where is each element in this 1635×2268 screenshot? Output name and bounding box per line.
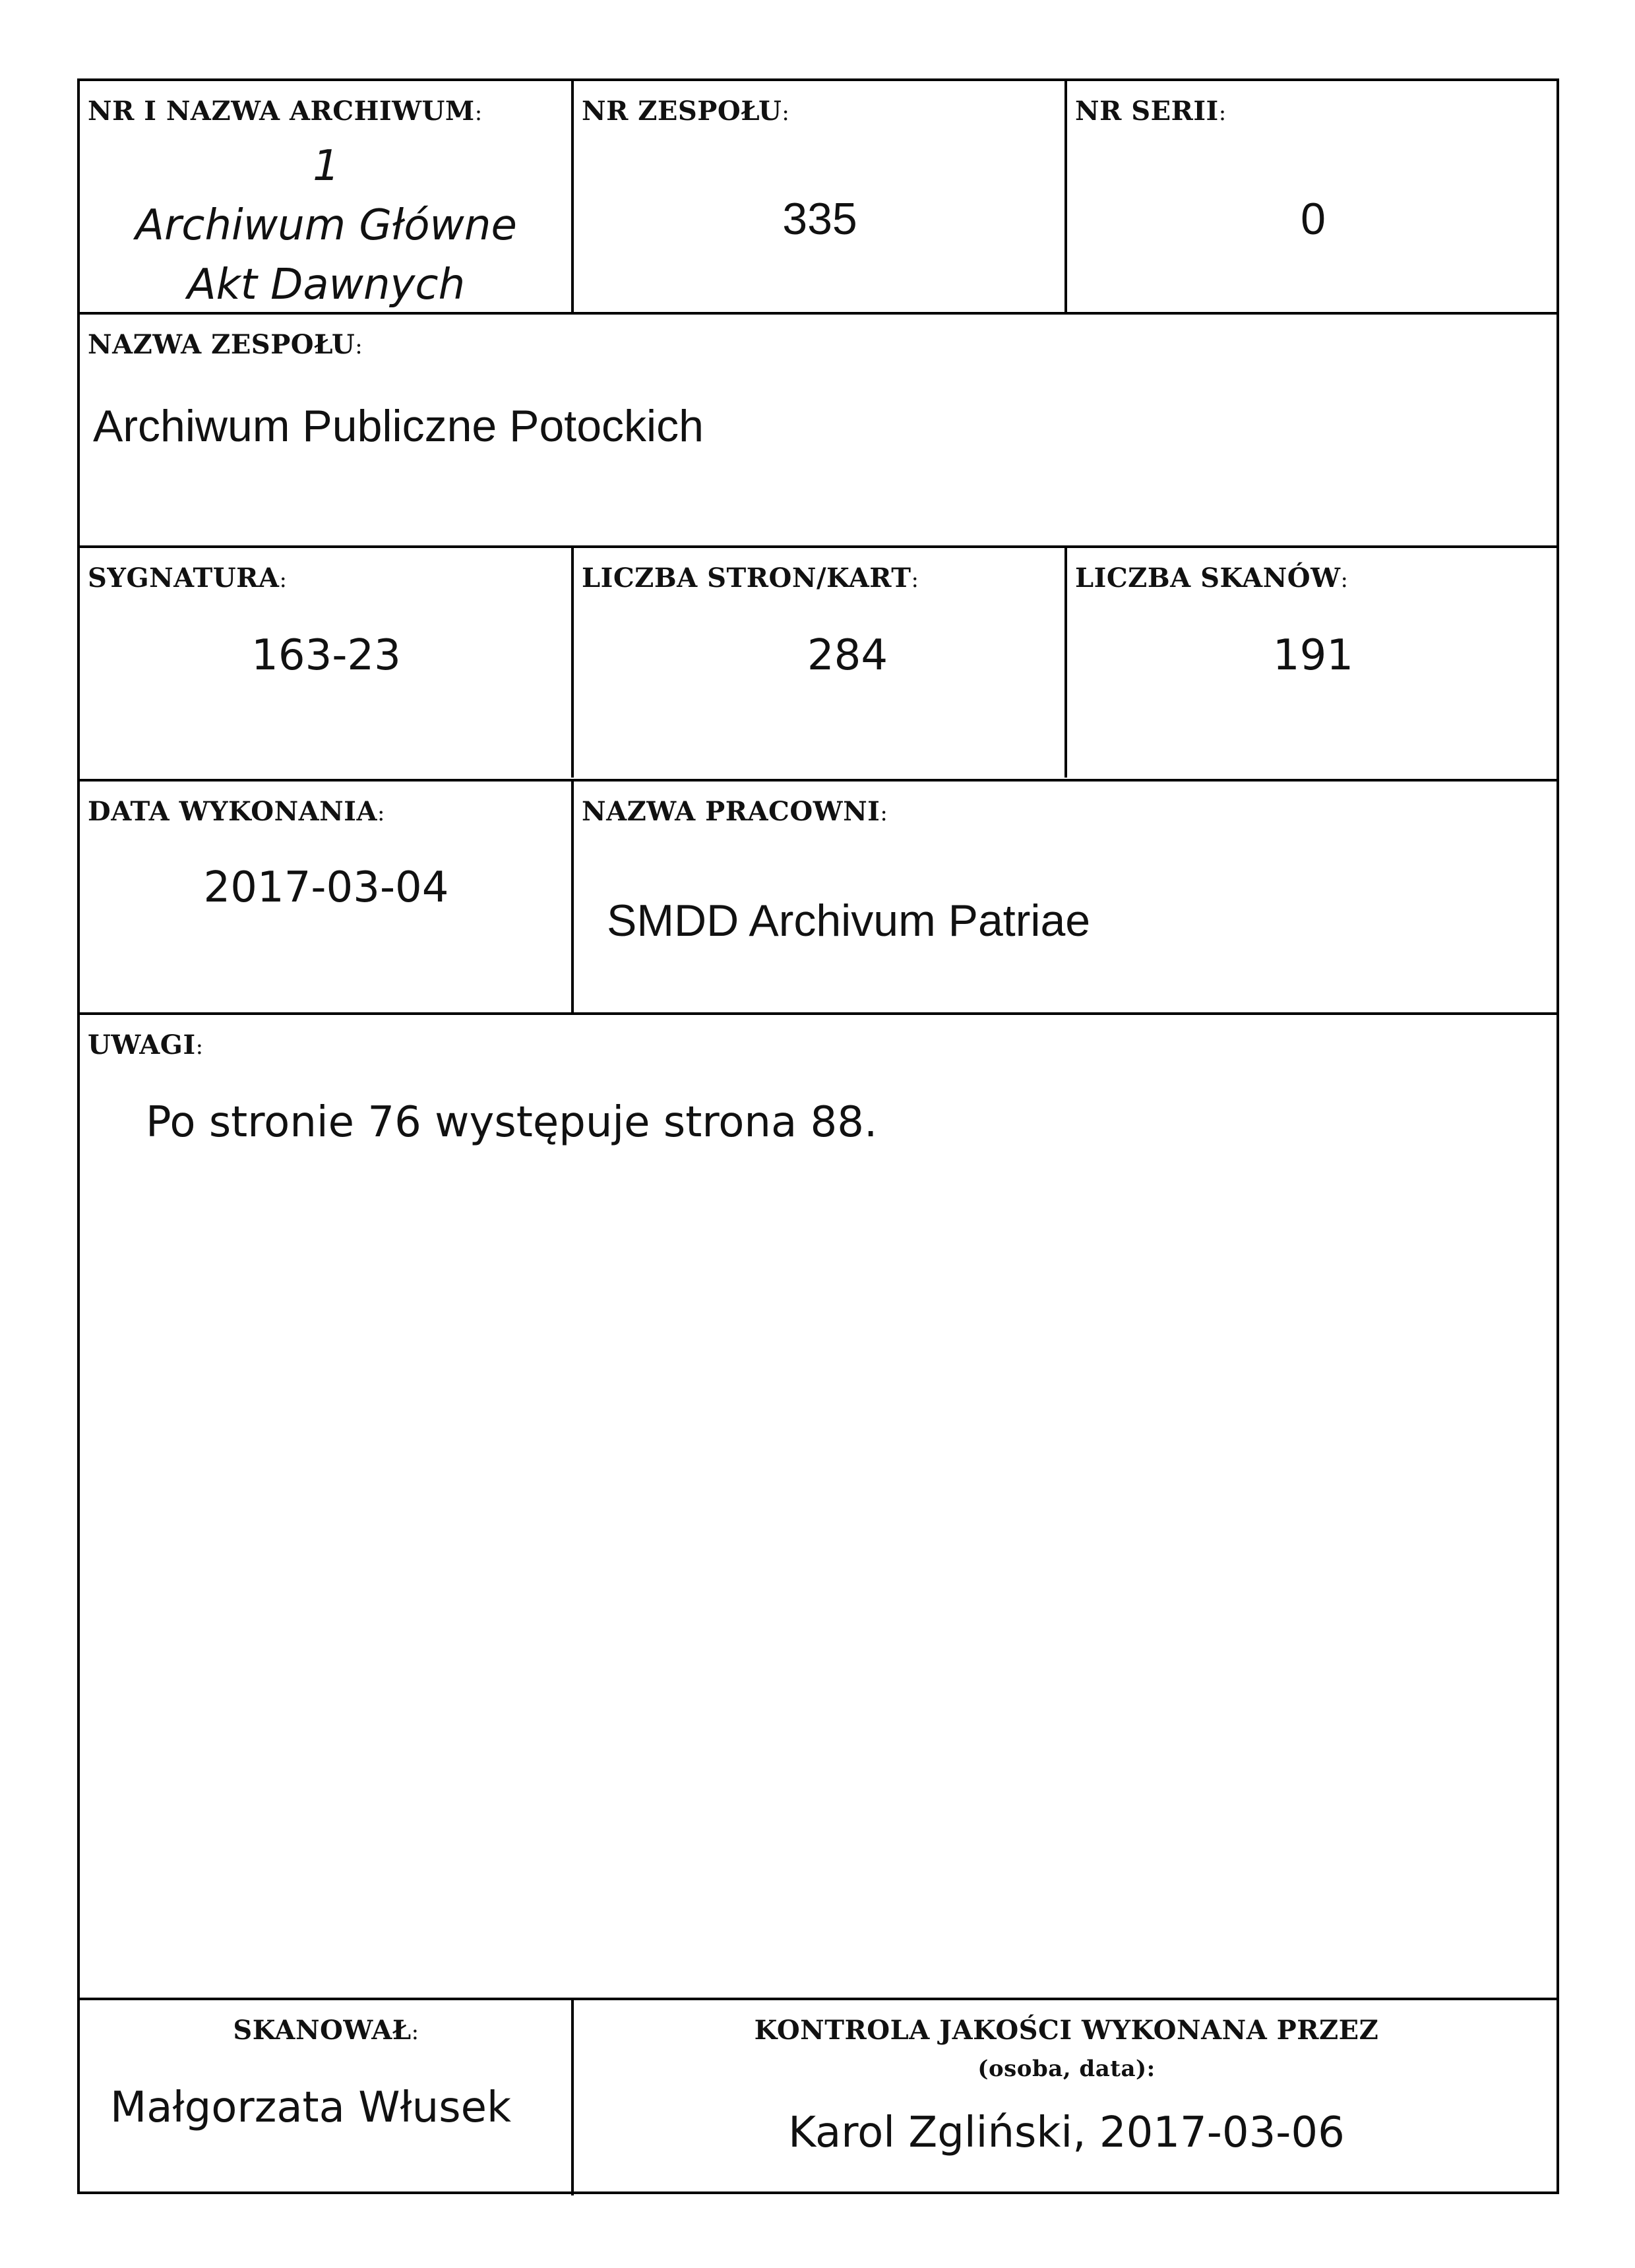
page-count-cell — [574, 548, 1066, 779]
archive-name-line2: Akt Dawnych — [187, 261, 466, 309]
series-number-cell — [1067, 81, 1559, 313]
scan-count-value: 191 — [1272, 631, 1354, 680]
fonds-name-value: Archiwum Publiczne Potockich — [93, 401, 704, 451]
scan-count-cell — [1067, 548, 1559, 779]
quality-control-sublabel: (osoba, data): — [977, 2056, 1156, 2082]
fonds-name-label: NAZWA ZESPOŁU: — [88, 329, 363, 360]
quality-control-value: Karol Zgliński, 2017-03-06 — [788, 2108, 1345, 2157]
fonds-name-cell — [80, 315, 1559, 545]
scan-count-label: LICZBA SKANÓW: — [1075, 563, 1349, 594]
quality-control-label: KONTROLA JAKOŚCI WYKONANA PRZEZ — [754, 2015, 1379, 2046]
signature-cell — [80, 548, 572, 779]
signature-value: 163-23 — [251, 631, 401, 680]
date-done-cell — [80, 782, 572, 1012]
archive-number: 1 — [313, 142, 340, 191]
remarks-value: Po stronie 76 występuje strona 88. — [146, 1098, 878, 1147]
remarks-label: UWAGI: — [88, 1029, 204, 1060]
archive-metadata-form — [77, 78, 1559, 2194]
scanned-by-label: SKANOWAŁ: — [233, 2015, 419, 2046]
workshop-cell — [574, 782, 1559, 1012]
page-count-value: 284 — [807, 631, 888, 680]
remarks-cell — [80, 1015, 1559, 1998]
scanned-by-value: Małgorzata Włusek — [110, 2083, 511, 2132]
archive-value — [80, 137, 572, 315]
archive-label: NR I NAZWA ARCHIWUM: — [88, 96, 483, 127]
date-done-value: 2017-03-04 — [203, 863, 449, 912]
date-done-label: DATA WYKONANIA: — [88, 796, 385, 827]
page-count-label: LICZBA STRON/KART: — [582, 563, 919, 594]
series-number-label: NR SERII: — [1075, 96, 1227, 127]
scanned-by-cell — [80, 2000, 572, 2194]
signature-label: SYGNATURA: — [88, 563, 288, 594]
archive-cell — [80, 81, 572, 313]
quality-control-cell — [574, 2000, 1559, 2194]
archive-name-line1: Archiwum Główne — [135, 201, 517, 250]
fonds-number-value: 335 — [782, 194, 857, 244]
workshop-label: NAZWA PRACOWNI: — [582, 796, 888, 827]
workshop-value: SMDD Archivum Patriae — [607, 896, 1091, 946]
series-number-value: 0 — [1301, 194, 1326, 244]
fonds-number-cell — [574, 81, 1066, 313]
fonds-number-label: NR ZESPOŁU: — [582, 96, 790, 127]
